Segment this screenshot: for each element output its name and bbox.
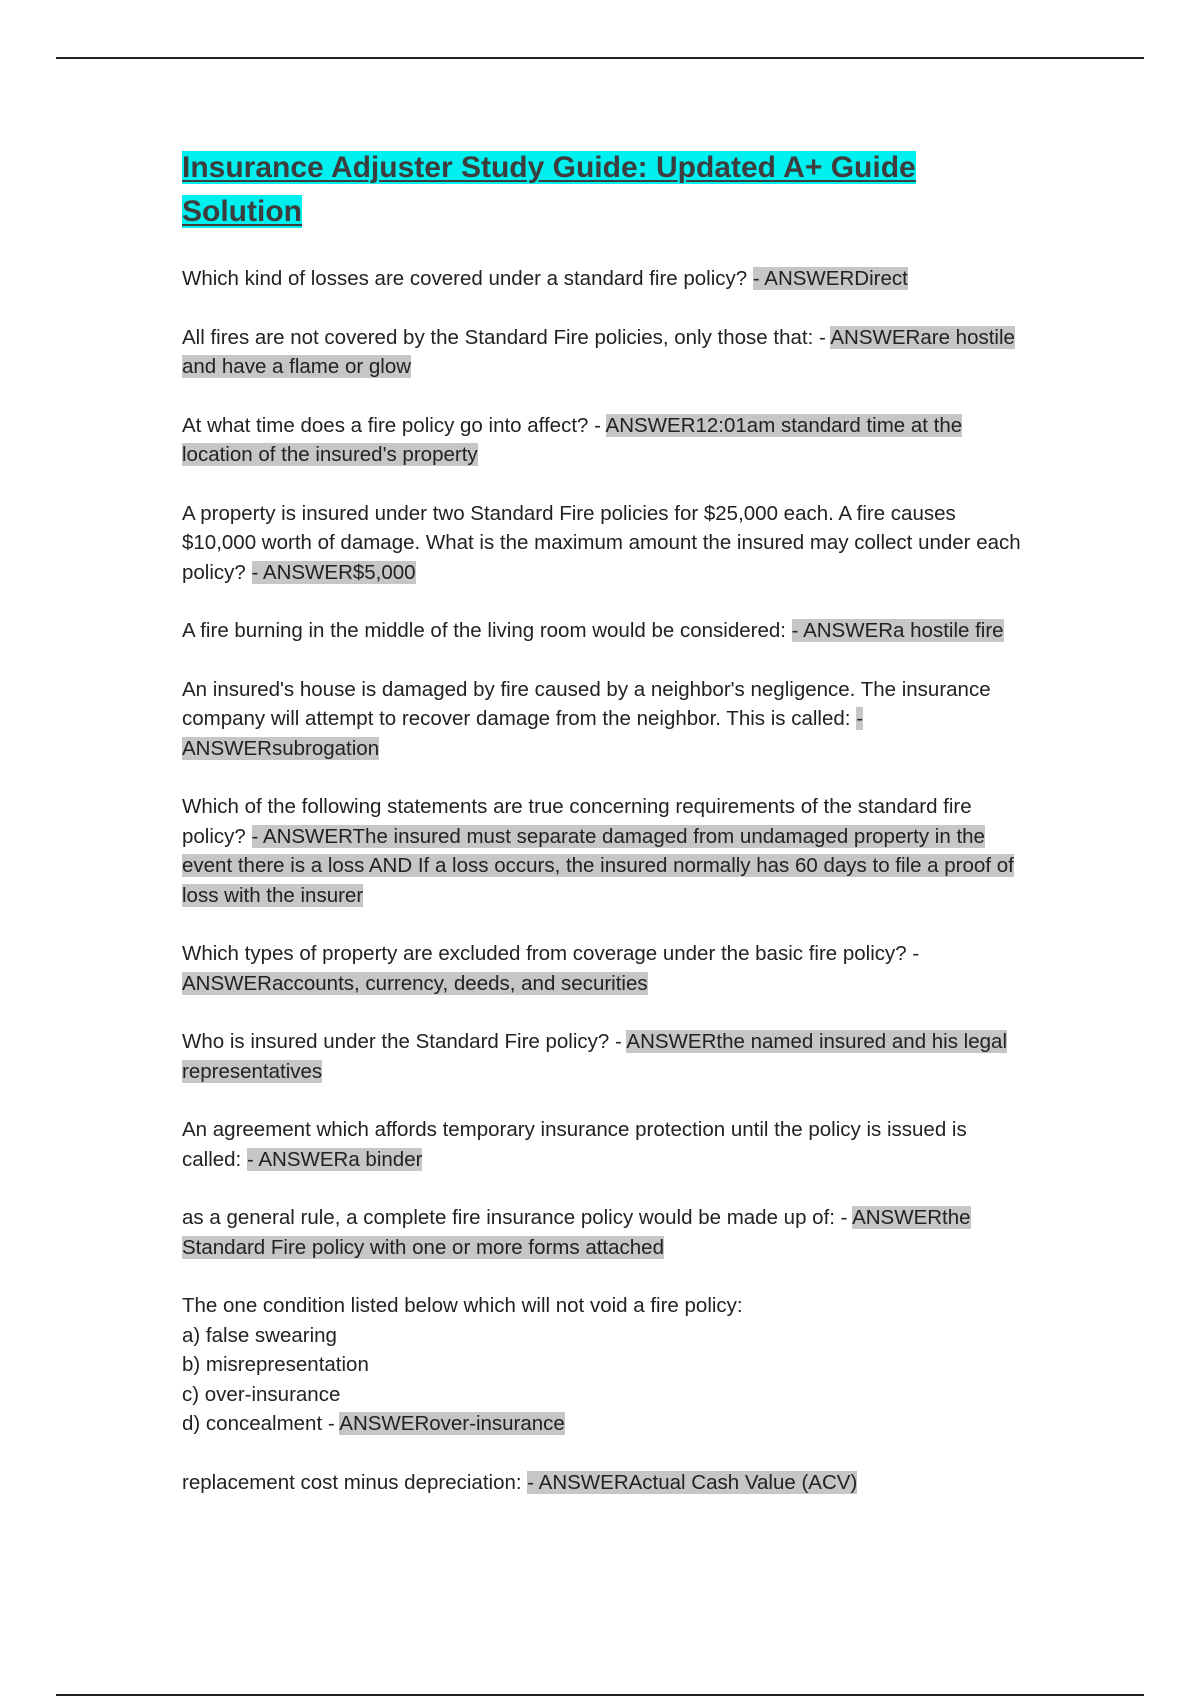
answer-text: - ANSWERActual Cash Value (ACV): [527, 1470, 858, 1494]
separator: -: [813, 325, 831, 349]
separator: [786, 619, 792, 642]
qa-item: [182, 616, 1022, 646]
question-text: The one condition listed below which will not void a fire policy: a) false swearing b) misrepresentation c) over-insurance d) concealment: [182, 1294, 743, 1435]
answer-text: - ANSWERa hostile fire: [791, 619, 1004, 642]
qa-item: [182, 1115, 1022, 1174]
answer-text: ANSWERaccounts, currency, deeds, and securities: [182, 971, 648, 995]
separator: [246, 561, 252, 584]
separator: -: [906, 942, 920, 965]
answer-text: ANSWERthe Standard Fire policy with one or more forms attached: [182, 1206, 971, 1259]
qa-item: [182, 1027, 1022, 1086]
answer-text: - ANSWERa binder: [246, 1147, 423, 1171]
separator: [246, 825, 252, 848]
qa-item: [182, 939, 1022, 998]
qa-item: [182, 264, 1022, 294]
document-body: [182, 146, 1022, 1526]
qa-item: [182, 1468, 1022, 1498]
question-text: Which of the following statements are true concerning requirements of the standard fire policy?: [182, 795, 972, 848]
question-text: A property is insured under two Standard Fire policies for $25,000 each. A fire causes $10,000 worth of damage. What is the maximum amount the insured may collect under each policy?: [182, 501, 1021, 584]
question-text: An insured's house is damaged by fire caused by a neighbor's negligence. The insurance company will attempt to recover damage from the neighbor. This is called:: [182, 677, 991, 730]
question-text: Which kind of losses are covered under a standard fire policy?: [182, 267, 748, 290]
question-text: Who is insured under the Standard Fire policy?: [182, 1030, 610, 1053]
qa-item: [182, 411, 1022, 470]
question-text: Which types of property are excluded from coverage under the basic fire policy?: [182, 942, 907, 965]
question-text: A fire burning in the middle of the living room would be considered:: [182, 619, 786, 642]
answer-text: ANSWERare hostile and have a flame or glow: [182, 325, 1015, 378]
separator: -: [588, 413, 606, 437]
header-rule: [56, 57, 1144, 59]
question-text: An agreement which affords temporary insurance protection until the policy is issued is called:: [182, 1118, 967, 1171]
footer-rule: [56, 1694, 1144, 1696]
question-text: All fires are not covered by the Standard Fire policies, only those that:: [182, 325, 814, 349]
page-title: Insurance Adjuster Study Guide: Updated A+ Guide Solution: [182, 151, 916, 228]
answer-text: ANSWERthe named insured and his legal representatives: [182, 1030, 1007, 1083]
question-text: as a general rule, a complete fire insurance policy would be made up of:: [182, 1206, 835, 1229]
separator: -: [322, 1412, 340, 1435]
qa-item: [182, 1203, 1022, 1262]
answer-text: - ANSWERThe insured must separate damaged from undamaged property in the event there is a loss AND If a loss occurs, the insured normally has 60 days to file a proof of loss with the insurer: [182, 824, 1014, 907]
qa-item: [182, 1291, 1022, 1439]
answer-text: - ANSWERsubrogation: [182, 707, 864, 760]
qa-item: [182, 792, 1022, 910]
qa-item: [182, 499, 1022, 588]
qa-item: [182, 675, 1022, 764]
qa-item: [182, 323, 1022, 382]
answer-text: - ANSWER$5,000: [251, 560, 416, 584]
answer-text: - ANSWERDirect: [752, 267, 908, 290]
question-text: At what time does a fire policy go into affect?: [182, 413, 589, 437]
separator: -: [609, 1030, 627, 1053]
separator: -: [834, 1206, 853, 1229]
question-text: replacement cost minus depreciation:: [182, 1470, 522, 1494]
answer-text: ANSWER12:01am standard time at the location of the insured's property: [182, 413, 963, 466]
answer-text: ANSWERover-insurance: [339, 1412, 565, 1435]
